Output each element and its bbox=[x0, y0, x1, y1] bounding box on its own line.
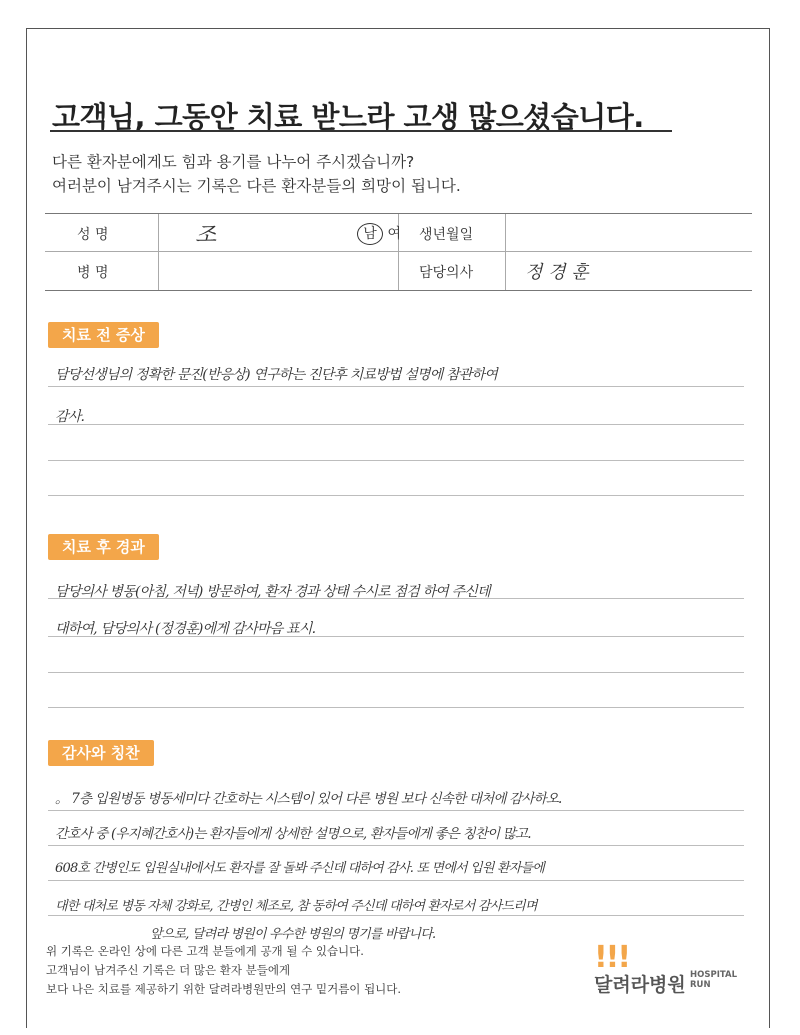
name-label: 성 명 bbox=[77, 227, 109, 243]
writing-rule bbox=[48, 636, 744, 637]
column-divider bbox=[505, 214, 506, 290]
writing-rule bbox=[48, 495, 744, 496]
section-header-after: 치료 후 경과 bbox=[48, 534, 159, 560]
thanks-text-line-2[interactable]: 간호사 중 (우지혜간호사)는 환자들에게 상세한 설명으로, 환자들에게 좋은 칭찬이 많고. bbox=[55, 826, 531, 842]
thanks-text-line-4[interactable]: 대한 대처로 병동 자체 강화로, 간병인 체조로, 참 동하여 주신데 대하여 환자로서 감사드리며 bbox=[55, 899, 537, 914]
disease-label: 병 명 bbox=[77, 265, 109, 281]
gender-male-option[interactable]: 남 bbox=[357, 223, 383, 245]
logo-mark-icon: !!! bbox=[594, 940, 630, 975]
column-divider bbox=[158, 214, 159, 290]
writing-rule bbox=[48, 707, 744, 708]
thanks-text-line-5[interactable]: 앞으로, 달려라 병원이 우수한 병원의 명기를 바랍니다. bbox=[150, 927, 436, 942]
footer-line-3: 보다 나은 치료를 제공하기 위한 달려라병원만의 연구 밑거름이 됩니다. bbox=[46, 982, 402, 996]
before-text-line-2[interactable]: 감사. bbox=[55, 409, 85, 425]
writing-rule bbox=[48, 598, 744, 599]
before-text-line-1[interactable]: 담당선생님의 정확한 문진(반응상) 연구하는 진단후 치료방법 설명에 참관하여 bbox=[55, 367, 498, 383]
writing-rule bbox=[48, 460, 744, 461]
doctor-value[interactable]: 정 경 훈 bbox=[525, 262, 589, 283]
name-value[interactable]: 조 bbox=[195, 223, 217, 248]
title-underline bbox=[50, 130, 672, 132]
logo-en-line-2: RUN bbox=[690, 980, 711, 990]
gender-female-option[interactable]: 여 bbox=[387, 226, 401, 242]
page-title: 고객님, 그동안 치료 받느라 고생 많으셨습니다. bbox=[52, 100, 644, 134]
footer-line-2: 고객님이 남겨주신 기록은 더 많은 환자 분들에게 bbox=[46, 963, 291, 977]
section-header-before: 치료 전 증상 bbox=[48, 322, 159, 348]
writing-rule bbox=[48, 672, 744, 673]
after-text-line-1[interactable]: 담당의사 병동(아침, 저녁) 방문하여, 환자 경과 상태 수시로 점검 하여 주신데 bbox=[55, 584, 490, 600]
patient-info-table bbox=[45, 213, 752, 291]
writing-rule bbox=[48, 424, 744, 425]
section-header-thanks: 감사와 칭찬 bbox=[48, 740, 154, 766]
writing-rule bbox=[48, 880, 744, 881]
intro-line-1: 다른 환자분에게도 힘과 용기를 나누어 주시겠습니까? bbox=[52, 153, 415, 171]
thanks-text-line-1[interactable]: 。 7층 입원병동 병동세미다 간호하는 시스템이 있어 다른 병원 보다 신속한 대처에 감사하오. bbox=[55, 791, 562, 807]
intro-line-2: 여러분이 남겨주시는 기록은 다른 환자분들의 희망이 됩니다. bbox=[52, 177, 461, 195]
doctor-label: 담당의사 bbox=[419, 265, 474, 281]
logo-name: 달려라병원 bbox=[594, 974, 686, 996]
thanks-text-line-3[interactable]: 608호 간병인도 입원실내에서도 환자를 잘 돌봐 주신데 대하여 감사. 또 면에서 입원 환자들에 bbox=[55, 861, 545, 876]
after-text-line-2[interactable]: 대하여, 담당의사 (정경훈)에게 감사마음 표시. bbox=[55, 621, 316, 637]
gender-selector[interactable] bbox=[357, 223, 401, 245]
footer-line-1: 위 기록은 온라인 상에 다른 고객 분들에게 공개 될 수 있습니다. bbox=[46, 944, 364, 958]
writing-rule bbox=[48, 386, 744, 387]
writing-rule bbox=[48, 845, 744, 846]
logo-english bbox=[690, 970, 737, 990]
birth-label: 생년월일 bbox=[419, 227, 474, 243]
writing-rule bbox=[48, 810, 744, 811]
logo-en-line-1: HOSPITAL bbox=[690, 970, 737, 980]
writing-rule bbox=[48, 915, 744, 916]
